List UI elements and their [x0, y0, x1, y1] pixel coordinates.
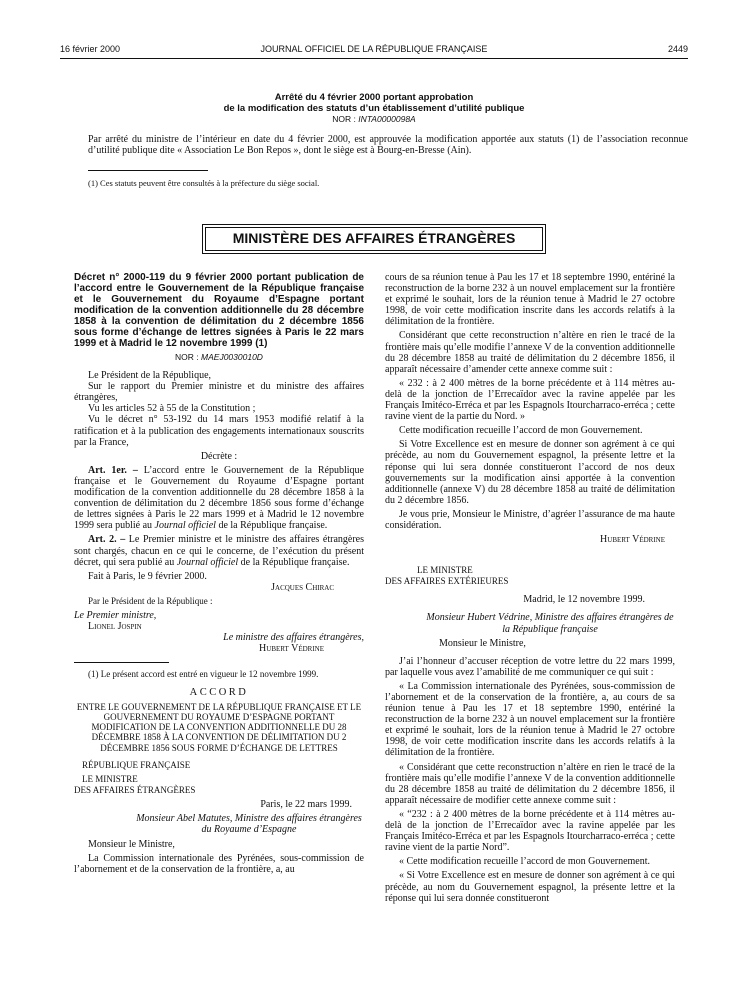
- des-affaires-etrangeres: DES AFFAIRES ÉTRANGÈRES: [74, 785, 196, 796]
- right-column: [385, 272, 675, 904]
- ministry-heading: MINISTÈRE DES AFFAIRES ÉTRANGÈRES: [205, 227, 543, 251]
- arrete-nor: NOR : INTA0000098A: [332, 114, 416, 124]
- page-header: [60, 44, 688, 58]
- footnote-rule: [88, 170, 208, 171]
- letter2-p6: « Si Votre Excellence est en mesure de donner son agrément à ce qui précède, au nom du Gouvernement espagnol, la présente lettre et la réponse qui lui sera donnée constitueront: [385, 870, 675, 904]
- salutation-2: Monsieur le Ministre,: [439, 637, 526, 649]
- arrete-title: [60, 92, 688, 125]
- arrete-footnote: (1) Ces statuts peuvent être consultés à la préfecture du siège social.: [88, 178, 320, 188]
- decret-p4: Vu le décret n° 53-192 du 14 mars 1953 modifié relatif à la ratification et à la publication des engagements internationaux souscrits par la France,: [74, 414, 364, 448]
- salutation-1: Monsieur le Ministre,: [88, 838, 175, 850]
- decrete-label: Décrète :: [200, 450, 238, 462]
- addressee-matutes: Monsieur Abel Matutes, Ministre des affaires étrangères du Royaume d’Espagne: [136, 813, 362, 836]
- article-1: Art. 1er. – L’accord entre le Gouvernement de la République française et le Gouvernement du Royaume d’Espagne portant modification de la convention additionnelle du 28 décembre 1858 à la convention de délimitation du 2 décembre 1856 sous forme d’échange de lettres signées à Paris le 22 mars 1999 et à Madrid le 12 novembre 1999 sera publié au Journal officiel de la République française.: [74, 464, 364, 532]
- arrete-body: Par arrêté du ministre de l’intérieur en date du 4 février 2000, est approuvée la modification apportée aux statuts (1) de l’association reconnue d’utilité publique dite « Association Le Bon Repos », dont le siège est à Bourg-en-Bresse (Ain).: [88, 134, 688, 157]
- letter2-p3: « Considérant que cette reconstruction n’altère en rien le tracé de la frontière mais qu’elle modifie l’annexe V de la convention additionnelle du 28 décembre 1858 au traité de délimitation du 2 décembre 1856, il apparaît nécessaire de modifier cette annexe comme suit :: [385, 761, 675, 806]
- accord-heading: ACCORD: [189, 687, 249, 699]
- decret-p1: Le Président de la République,: [88, 370, 212, 382]
- letter1-continuation: cours de sa réunion tenue à Pau les 17 et 18 septembre 1990, entériné la reconstruction de la borne 232 à un nouvel emplacement sur la frontière et exprimé le souhait, lors de la réunion tenue à Madrid le 27 octobre 1998, de voir cette modification inscrite dans les accords relatifs à la délimitation de la frontière.: [385, 272, 675, 328]
- le-ministre: LE MINISTRE: [82, 774, 138, 785]
- letter2-p4: « “232 : à 2 400 mètres de la borne précédente et à 114 mètres au-delà de la jonction de l’Errecaïdor avec la ravine appelée par les Français Imitéco-Erréca et par les Espagnols Itourcharraco-erréca ; cette ravine vient de la partie Nord”.: [385, 808, 675, 854]
- decret-footnote: (1) Le présent accord est entré en vigueur le 12 novembre 1999.: [88, 669, 319, 680]
- des-affaires-exterieures: DES AFFAIRES EXTÉRIEURES: [385, 576, 509, 587]
- header-page-number: 2449: [667, 44, 688, 54]
- letter1-signature: Hubert Védrine: [600, 534, 665, 546]
- letter1-p6: Je vous prie, Monsieur le Ministre, d’agréer l’assurance de ma haute considération.: [385, 508, 675, 531]
- mae-name: Hubert Védrine: [259, 643, 324, 655]
- left-column: [74, 272, 364, 875]
- arrete-title-line2: de la modification des statuts d’un établissement d’utilité publique: [223, 103, 525, 114]
- header-rule: [60, 58, 688, 59]
- accord-subheading: ENTRE LE GOUVERNEMENT DE LA RÉPUBLIQUE FRANÇAISE ET LE GOUVERNEMENT DU ROYAUME D’ESPAGNE PORTANT MODIFICATION DE LA CONVENTION ADDITIONNELLE DU 28 DÉCEMBRE 1858 À LA CONVENTION DE DÉLIMITATION DU 2 DÉCEMBRE 1856 SOUS FORME D’ÉCHANGE DE LETTRES: [76, 701, 362, 753]
- decret-p2: Sur le rapport du Premier ministre et du ministre des affaires étrangères,: [74, 381, 364, 404]
- mae-title: Le ministre des affaires étrangères,: [223, 632, 364, 644]
- premier-ministre-title: Le Premier ministre,: [74, 609, 157, 621]
- letter2-p1: J’ai l’honneur d’accuser réception de votre lettre du 22 mars 1999, par laquelle vous avez l’amabilité de me communiquer ce qui suit :: [385, 655, 675, 678]
- letter1-p4: Cette modification recueille l’accord de mon Gouvernement.: [399, 425, 643, 437]
- addressee-vedrine: Monsieur Hubert Védrine, Ministre des affaires étrangères de la République française: [426, 612, 674, 635]
- paris-date: Paris, le 22 mars 1999.: [260, 799, 352, 811]
- fait-a-paris: Fait à Paris, le 9 février 2000.: [88, 570, 207, 582]
- letter1-p2: Considérant que cette reconstruction n’altère en rien le tracé de la frontière mais qu’elle modifie l’annexe V de la convention additionnelle du 28 décembre 1858 au traité de délimitation du 2 décembre 1856, il apparaît nécessaire d’amender cette annexe comme suit :: [385, 330, 675, 375]
- ministry-box: [202, 224, 546, 254]
- premier-ministre-name: Lionel Jospin: [88, 621, 142, 633]
- letter1-start: La Commission internationale des Pyrénées, sous-commission de l’abornement et de la conservation de la frontière, a, au: [74, 852, 364, 875]
- letter2-p5: « Cette modification recueille l’accord de mon Gouvernement.: [399, 856, 651, 868]
- decret-nor: NOR : MAEJ0030010D: [175, 352, 263, 362]
- letter2-p2: « La Commission internationale des Pyrénées, sous-commission de l’abornement et de la conservation de la frontière, a, au cours de sa réunion tenue à Pau les 17 et 18 septembre 1990, entériné la reconstruction de la borne 232 à un nouvel emplacement sur la frontière et exprimé le souhait, lors de la réunion tenue à Madrid le 27 octobre 1998, de voir cette modification inscrite dans les accords relatifs à la délimitation de la frontière.: [385, 680, 675, 759]
- republique-francaise: RÉPUBLIQUE FRANÇAISE: [82, 760, 191, 771]
- letter1-p5: Si Votre Excellence est en mesure de donner son agrément à ce qui précède, au nom du Gouvernement espagnol, la présente lettre et la réponse qui lui sera donnée constitueront l’accord de nos deux gouvernements sur la modification ainsi apportée à la convention additionnelle (annexe V) du 28 décembre 1858 au traité de délimitation du 2 décembre 1856.: [385, 439, 675, 506]
- le-ministre-2: LE MINISTRE: [417, 565, 473, 576]
- header-date: 16 février 2000: [60, 44, 121, 54]
- decret-footnote-rule: [74, 662, 169, 663]
- letter1-p3: « 232 : à 2 400 mètres de la borne précédente et à 114 mètres au-delà de la jonction de l’Errecaïdor avec la ravine appelée par les Français Imitéco-Erréca et par les Espagnols Itourcharraco-erréca ; cette ravine vient de la partie du Nord. »: [385, 377, 675, 423]
- madrid-date: Madrid, le 12 novembre 1999.: [523, 594, 645, 606]
- decret-p3: Vu les articles 52 à 55 de la Constitution ;: [88, 403, 256, 415]
- header-journal-title: JOURNAL OFFICIEL DE LA RÉPUBLIQUE FRANÇAISE: [260, 44, 488, 54]
- signer-chirac: Jacques Chirac: [271, 581, 334, 593]
- par-le-president: Par le Président de la République :: [88, 595, 213, 606]
- arrete-title-line1: Arrêté du 4 février 2000 portant approbation: [274, 92, 474, 103]
- article-2: Art. 2. – Le Premier ministre et le ministre des affaires étrangères sont chargés, chacun en ce qui le concerne, de l’exécution du présent décret, qui sera publié au Journal officiel de la République française.: [74, 534, 364, 568]
- decret-title: Décret n° 2000-119 du 9 février 2000 portant publication de l’accord entre le Gouvernement de la République française et le Gouvernement du Royaume d’Espagne portant modification de la convention additionnelle du 28 décembre 1858 à la convention de délimitation du 2 décembre 1856 sous forme d’échange de lettres signées à Paris le 22 mars 1999 et à Madrid le 12 novembre 1999 (1): [74, 272, 364, 349]
